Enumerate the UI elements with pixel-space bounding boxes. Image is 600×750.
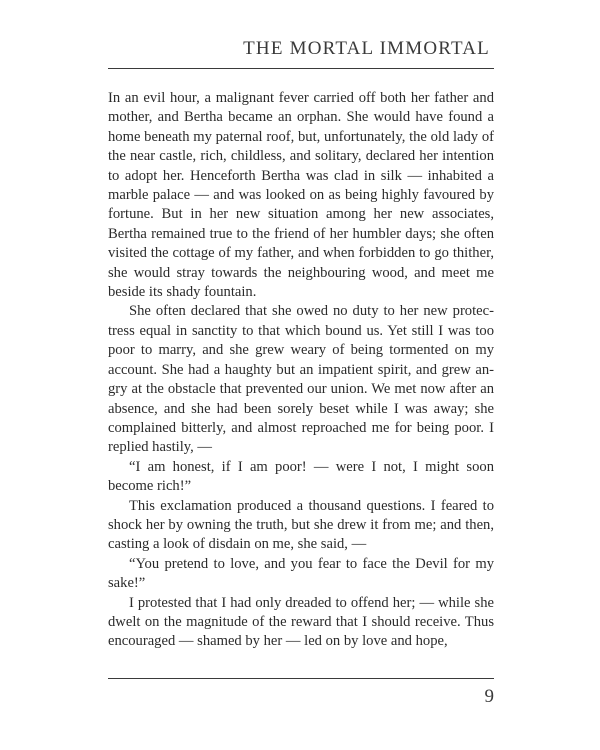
paragraph: In an evil hour, a malignant fever carried off both her father and mother, and Bertha became an orphan. She would have found a home beneath my paternal roof, but, unfortunately, the old lady of the near castle, rich, childless, and solitary, declared her intention to adopt her. Henceforth Bertha was clad in silk — inhabited a marble palace — and was looked on as being highly favoured by fortune. But in her new situation among her new associates, Bertha remained true to the friend of her humbler days; she often visited the cottage of my father, and when forbidden to go thither, she would stray towards the neighbouring wood, and meet me beside its shady fountain. <box>108 90 494 301</box>
running-title: THE MORTAL IMMORTAL <box>243 38 490 59</box>
body-text <box>108 89 494 652</box>
page-number: 9 <box>484 686 494 707</box>
footer-rule <box>108 678 494 679</box>
header-rule <box>108 68 494 69</box>
paragraph: This exclamation produced a thousand questions. I feared to shock her by owning the truth, but she drew it from me; and then, casting a look of disdain on me, she said, — <box>108 497 494 553</box>
dialogue-paragraph: “You pretend to love, and you fear to face the Devil for my sake!” <box>108 555 494 592</box>
paragraph: I protested that I had only dreaded to offend her; — while she dwelt on the magnitude of the reward that I should receive. Thus encouraged — shamed by her — led on by love and hope, <box>108 594 494 650</box>
dialogue-paragraph: “I am honest, if I am poor! — were I not, I might soon become rich!” <box>108 458 494 495</box>
paragraph: She often declared that she owed no duty to her new protectress equal in sanctity to that which bound us. Yet still I was too poor to marry, and she grew weary of being tormented on my account. She had a haughty but an impatient spirit, and grew angry at the obstacle that prevented our union. We met now after an absence, and she had been sorely beset while I was away; she complained bitterly, and almost reproached me for being poor. I replied hastily, — <box>108 303 494 456</box>
